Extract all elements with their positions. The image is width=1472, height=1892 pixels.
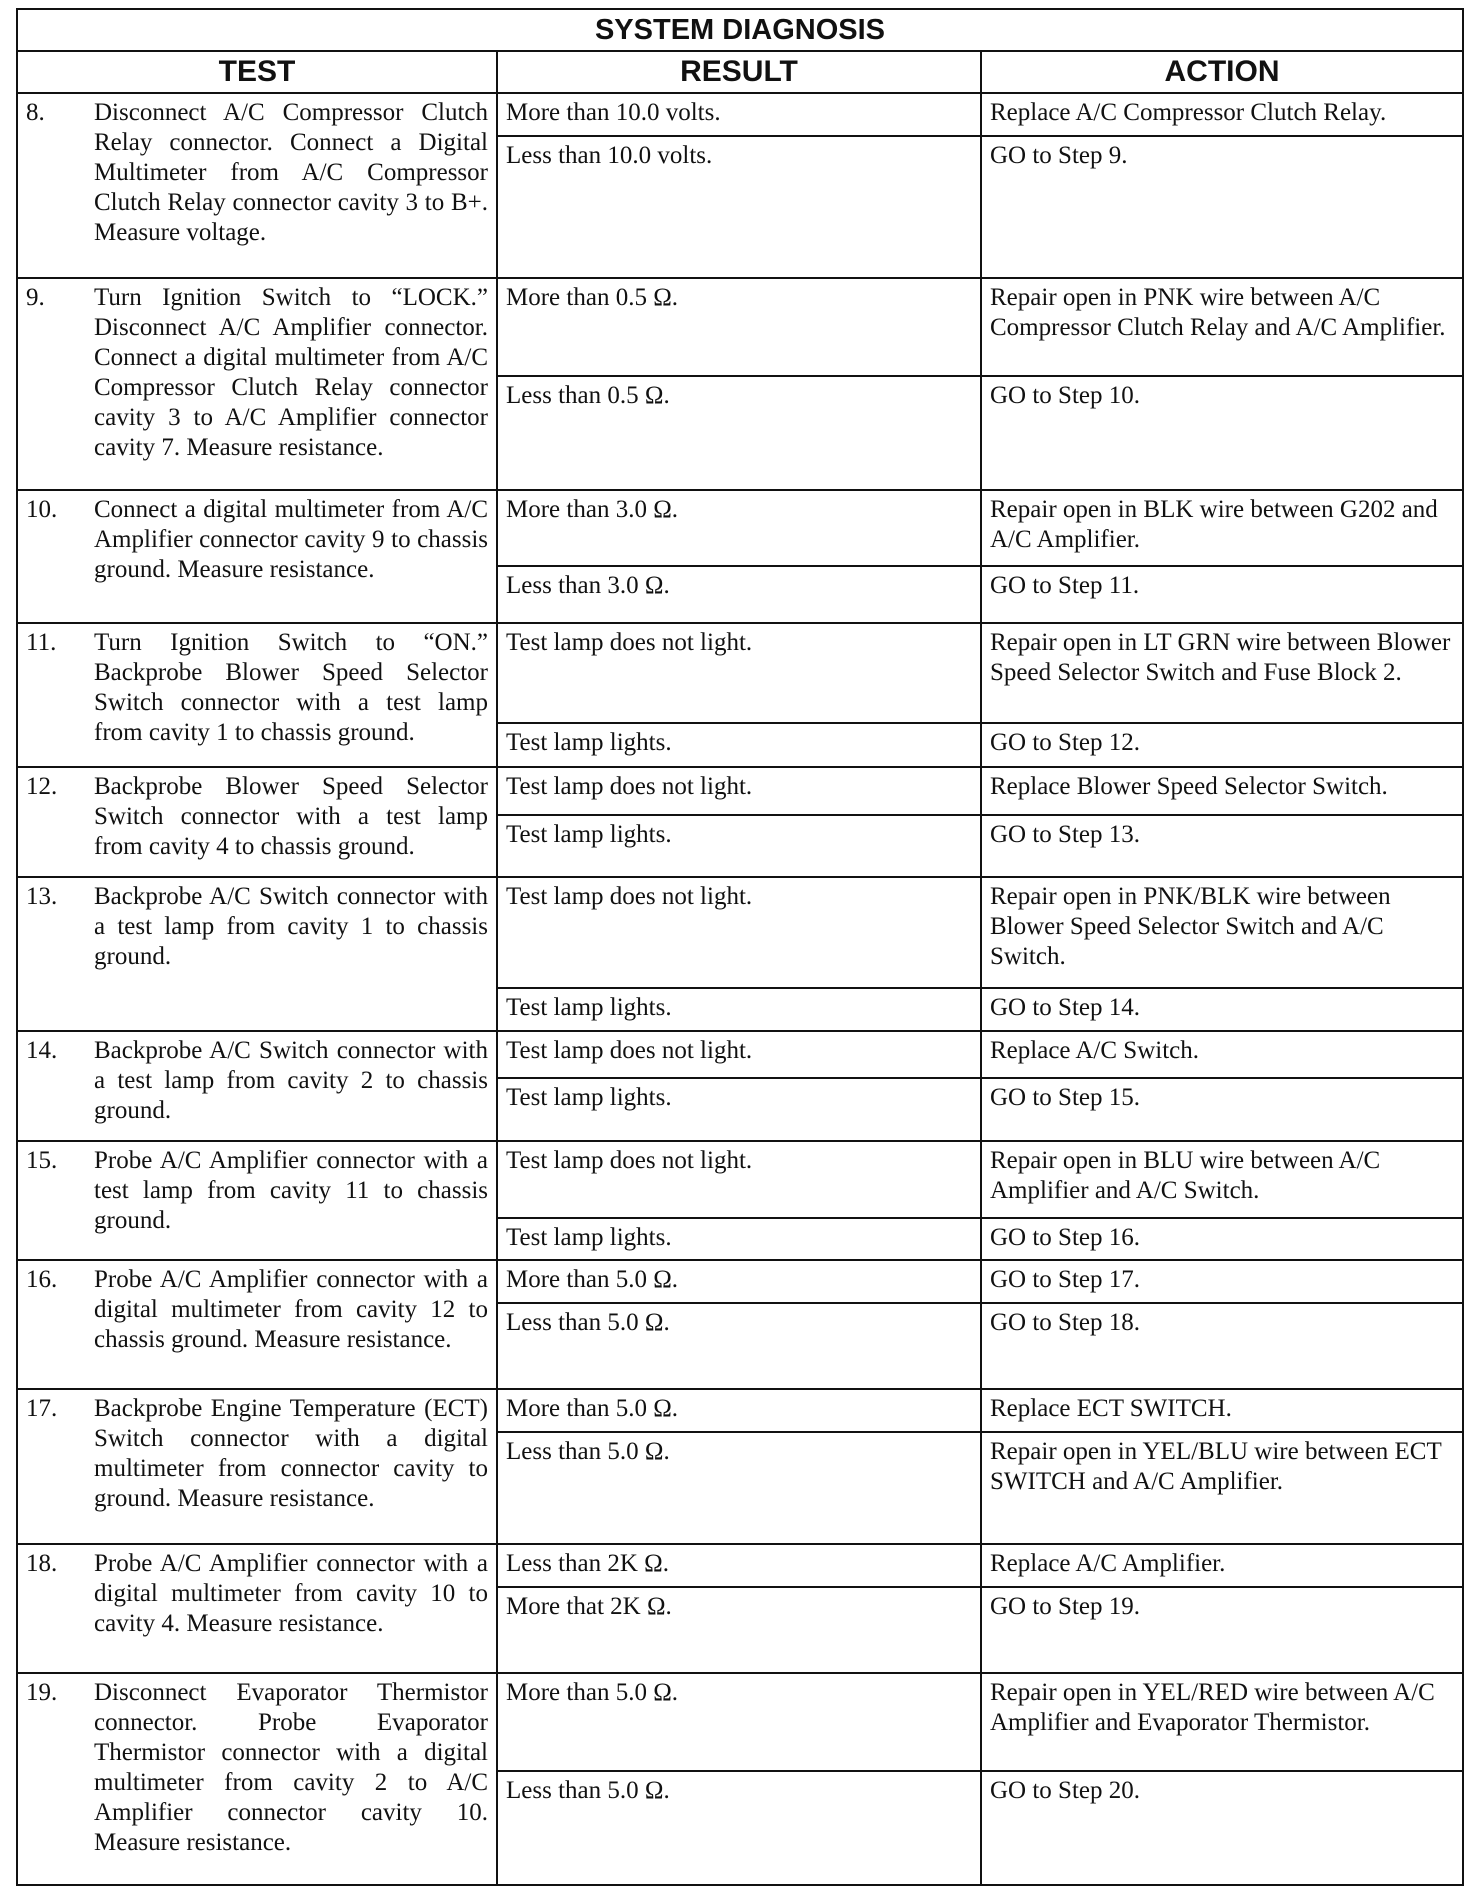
result-cell: Test lamp lights. xyxy=(497,723,981,767)
result-cell: More than 0.5 Ω. xyxy=(497,278,981,376)
step-number: 18. xyxy=(26,1550,58,1578)
result-cell: Less than 10.0 volts. xyxy=(497,136,981,278)
action-cell: Repair open in BLK wire between G202 and A/C Amplifier. xyxy=(981,490,1463,567)
test-cell-step-14 xyxy=(17,1031,497,1141)
step-test-text: Disconnect Evaporator Thermistor connector. Probe Evaporator Thermistor connector with a digital multimeter from cavity 2 to A/C Amplifier connector cavity 10. Measure resistance. xyxy=(94,1678,488,1856)
step-test-text: Backprobe A/C Switch connector with a test lamp from cavity 1 to chassis ground. xyxy=(94,883,488,971)
table-row xyxy=(17,490,1463,567)
step-test-text: Probe A/C Amplifier connector with a digital multimeter from cavity 10 to cavity 4. Measure resistance. xyxy=(94,1550,488,1638)
result-cell: More than 3.0 Ω. xyxy=(497,490,981,567)
column-header-test: TEST xyxy=(17,51,497,93)
result-cell: Test lamp does not light. xyxy=(497,877,981,987)
result-cell: Test lamp lights. xyxy=(497,1078,981,1141)
step-test-text: Turn Ignition Switch to “LOCK.” Disconnect A/C Amplifier connector. Connect a digital multimeter from A/C Compressor Clutch Relay connector cavity 3 to A/C Amplifier connector cavity 7. Measure resistance. xyxy=(94,283,488,461)
step-number: 10. xyxy=(26,495,58,523)
result-cell: More than 5.0 Ω. xyxy=(497,1673,981,1771)
result-cell: Test lamp does not light. xyxy=(497,623,981,723)
test-cell-step-17 xyxy=(17,1389,497,1545)
result-cell: Less than 5.0 Ω. xyxy=(497,1771,981,1885)
table-row xyxy=(17,1031,1463,1079)
result-cell: More that 2K Ω. xyxy=(497,1587,981,1673)
result-cell: More than 5.0 Ω. xyxy=(497,1389,981,1432)
action-cell: GO to Step 12. xyxy=(981,723,1463,767)
action-cell: GO to Step 19. xyxy=(981,1587,1463,1673)
result-cell: Test lamp lights. xyxy=(497,988,981,1031)
step-test-text: Disconnect A/C Compressor Clutch Relay connector. Connect a Digital Multimeter from A/C Compressor Clutch Relay connector cavity 3 to B+. Measure voltage. xyxy=(94,99,488,246)
table-row xyxy=(17,1389,1463,1432)
table-row xyxy=(17,1544,1463,1587)
result-cell: Less than 0.5 Ω. xyxy=(497,376,981,490)
action-cell: GO to Step 16. xyxy=(981,1218,1463,1261)
step-test-text: Connect a digital multimeter from A/C Amplifier connector cavity 9 to chassis ground. Measure resistance. xyxy=(94,495,488,583)
test-cell-step-13 xyxy=(17,877,497,1030)
action-cell: Replace A/C Switch. xyxy=(981,1031,1463,1079)
action-cell: GO to Step 14. xyxy=(981,988,1463,1031)
test-cell-step-10 xyxy=(17,490,497,623)
step-test-text: Backprobe Engine Temperature (ECT) Switch connector with a digital multimeter from connector cavity to ground. Measure resistance. xyxy=(94,1394,488,1512)
action-cell: GO to Step 9. xyxy=(981,136,1463,278)
action-cell: Repair open in YEL/BLU wire between ECT SWITCH and A/C Amplifier. xyxy=(981,1432,1463,1545)
step-number: 8. xyxy=(26,99,45,126)
action-cell: GO to Step 18. xyxy=(981,1303,1463,1389)
action-cell: GO to Step 20. xyxy=(981,1771,1463,1885)
test-cell-step-19 xyxy=(17,1673,497,1885)
column-header-action: ACTION xyxy=(981,51,1463,93)
test-cell-step-15 xyxy=(17,1141,497,1260)
result-cell: Test lamp does not light. xyxy=(497,767,981,815)
action-cell: Replace ECT SWITCH. xyxy=(981,1389,1463,1432)
step-number: 12. xyxy=(26,772,58,800)
table-row xyxy=(17,93,1463,136)
action-cell: Replace A/C Amplifier. xyxy=(981,1544,1463,1587)
action-cell: GO to Step 17. xyxy=(981,1260,1463,1303)
result-cell: Test lamp lights. xyxy=(497,1218,981,1261)
test-cell-step-11 xyxy=(17,623,497,767)
result-cell: Test lamp lights. xyxy=(497,815,981,878)
action-cell: Repair open in PNK wire between A/C Compressor Clutch Relay and A/C Amplifier. xyxy=(981,278,1463,376)
table-title: SYSTEM DIAGNOSIS xyxy=(17,9,1463,51)
action-cell: Repair open in BLU wire between A/C Amplifier and A/C Switch. xyxy=(981,1141,1463,1218)
result-cell: Less than 5.0 Ω. xyxy=(497,1303,981,1389)
result-cell: More than 10.0 volts. xyxy=(497,93,981,136)
step-number: 9. xyxy=(26,283,45,311)
action-cell: GO to Step 10. xyxy=(981,376,1463,490)
table-row xyxy=(17,767,1463,815)
column-header-result: RESULT xyxy=(497,51,981,93)
result-cell: Less than 3.0 Ω. xyxy=(497,566,981,622)
test-cell-step-18 xyxy=(17,1544,497,1672)
test-cell-step-9 xyxy=(17,278,497,490)
system-diagnosis-table xyxy=(16,8,1464,1886)
table-row xyxy=(17,1673,1463,1771)
step-number: 15. xyxy=(26,1147,58,1175)
step-number: 13. xyxy=(26,883,58,911)
result-cell: Less than 2K Ω. xyxy=(497,1544,981,1587)
step-number: 17. xyxy=(26,1394,58,1422)
table-row xyxy=(17,1141,1463,1218)
action-cell: Repair open in YEL/RED wire between A/C Amplifier and Evaporator Thermistor. xyxy=(981,1673,1463,1771)
test-cell-step-8 xyxy=(17,93,497,278)
table-row xyxy=(17,278,1463,376)
step-number: 19. xyxy=(26,1678,58,1706)
diagnosis-sheet xyxy=(16,8,1462,1886)
test-cell-step-12 xyxy=(17,767,497,877)
table-row xyxy=(17,877,1463,987)
step-number: 14. xyxy=(26,1036,58,1064)
step-test-text: Turn Ignition Switch to “ON.” Backprobe Blower Speed Selector Switch connector with a test lamp from cavity 1 to chassis ground. xyxy=(94,628,488,746)
step-test-text: Probe A/C Amplifier connector with a test lamp from cavity 11 to chassis ground. xyxy=(94,1147,488,1235)
result-cell: Less than 5.0 Ω. xyxy=(497,1432,981,1545)
action-cell: Replace A/C Compressor Clutch Relay. xyxy=(981,93,1463,136)
diagnosis-rows xyxy=(17,93,1463,1885)
step-test-text: Backprobe A/C Switch connector with a test lamp from cavity 2 to chassis ground. xyxy=(94,1036,488,1124)
result-cell: Test lamp does not light. xyxy=(497,1141,981,1218)
action-cell: Repair open in PNK/BLK wire between Blower Speed Selector Switch and A/C Switch. xyxy=(981,877,1463,987)
action-cell: GO to Step 13. xyxy=(981,815,1463,878)
action-cell: GO to Step 15. xyxy=(981,1078,1463,1141)
step-test-text: Probe A/C Amplifier connector with a digital multimeter from cavity 12 to chassis ground. Measure resistance. xyxy=(94,1266,488,1354)
test-cell-step-16 xyxy=(17,1260,497,1388)
action-cell: Replace Blower Speed Selector Switch. xyxy=(981,767,1463,815)
step-number: 11. xyxy=(26,628,57,656)
result-cell: More than 5.0 Ω. xyxy=(497,1260,981,1303)
result-cell: Test lamp does not light. xyxy=(497,1031,981,1079)
action-cell: Repair open in LT GRN wire between Blower Speed Selector Switch and Fuse Block 2. xyxy=(981,623,1463,723)
step-test-text: Backprobe Blower Speed Selector Switch connector with a test lamp from cavity 4 to chassis ground. xyxy=(94,772,488,860)
table-row xyxy=(17,1260,1463,1303)
table-row xyxy=(17,623,1463,723)
step-number: 16. xyxy=(26,1266,58,1294)
action-cell: GO to Step 11. xyxy=(981,566,1463,622)
